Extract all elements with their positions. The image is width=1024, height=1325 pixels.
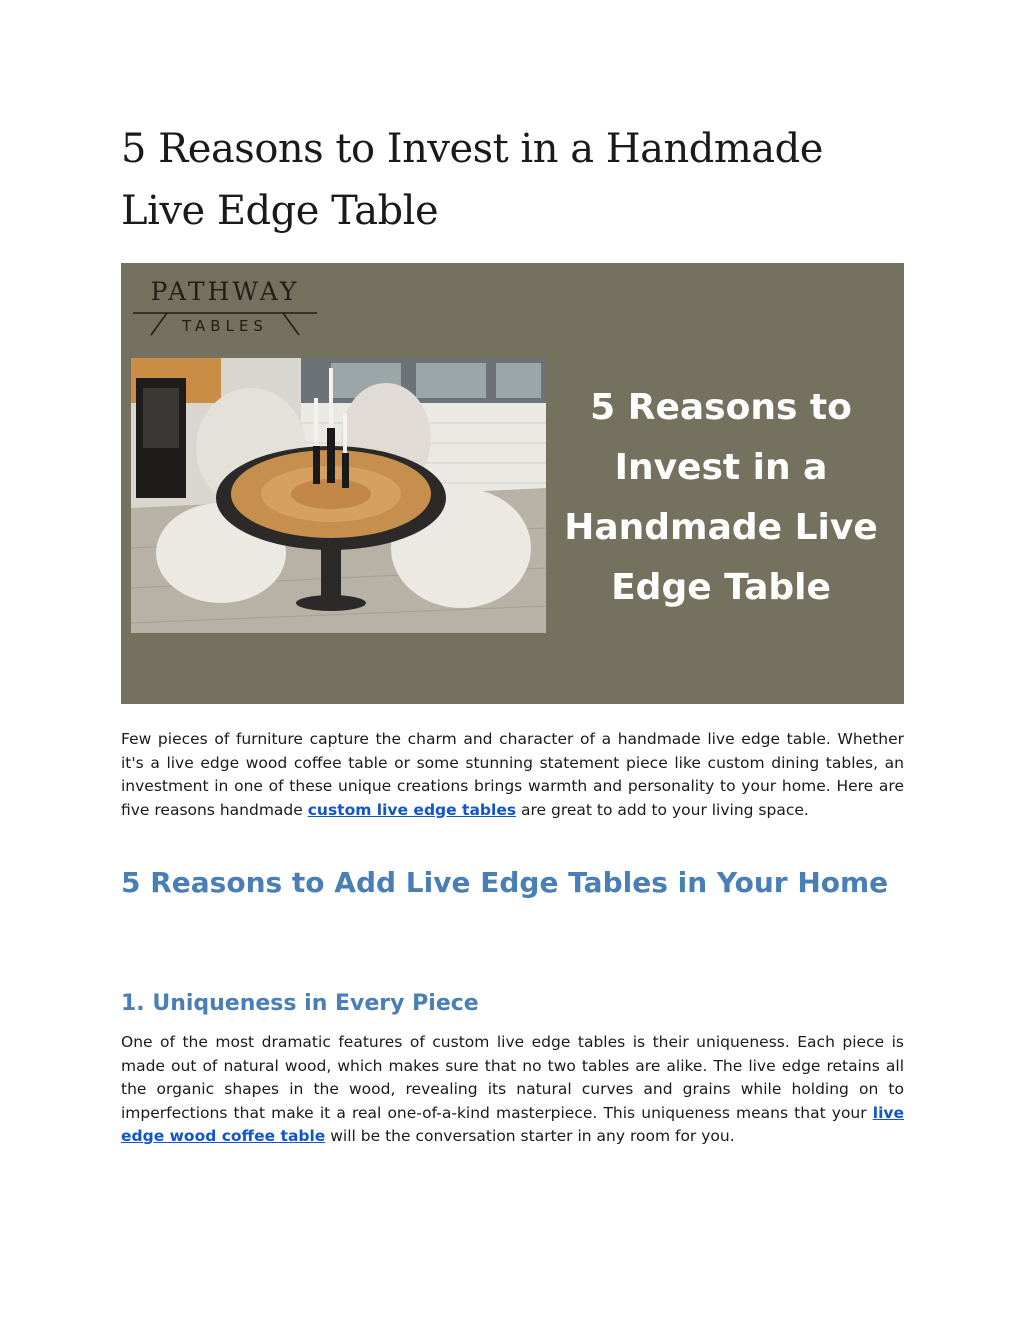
section-heading: 5 Reasons to Add Live Edge Tables in Your Home <box>121 866 889 899</box>
reason-1-heading: 1. Uniqueness in Every Piece <box>121 991 479 1016</box>
banner-headline: 5 Reasons to Invest in a Handmade Live Edge Table <box>564 387 878 608</box>
reason-1-paragraph <box>121 1031 904 1149</box>
intro-paragraph <box>121 728 904 822</box>
intro-text-end: are great to add to your living space. <box>516 800 809 819</box>
brand-logo <box>133 277 317 341</box>
hero-banner <box>121 263 904 704</box>
table-photo <box>131 358 546 633</box>
logo-subtitle: TABLES <box>182 317 268 335</box>
reason-1-text-end: will be the conversation starter in any room for you. <box>325 1127 735 1145</box>
logo-wordmark: PATHWAY <box>150 277 300 306</box>
live-edge-wood-coffee-table-link[interactable]: live edge wood coffee table <box>121 1103 904 1145</box>
intro-text: Few pieces of furniture capture the charm and character of a handmade live edge table. Whether it's a live edge wood coffee table or some stunning statement piece like custom dining tables, an investment in one of these unique creations brings warmth and personality to your home. Here are five reasons handmade <box>121 730 904 819</box>
reason-1-text: One of the most dramatic features of custom live edge tables is their uniqueness. Each piece is made out of natural wood, which makes sure that no two tables are alike. The live edge retains all the organic shapes in the wood, revealing its natural curves and grains while holding on to imperfections that make it a real one-of-a-kind masterpiece. This uniqueness means that your <box>121 1033 904 1122</box>
custom-live-edge-tables-link[interactable]: custom live edge tables <box>307 800 517 819</box>
document-title: 5 Reasons to Invest in a Handmade Live Edge Table <box>121 126 823 234</box>
